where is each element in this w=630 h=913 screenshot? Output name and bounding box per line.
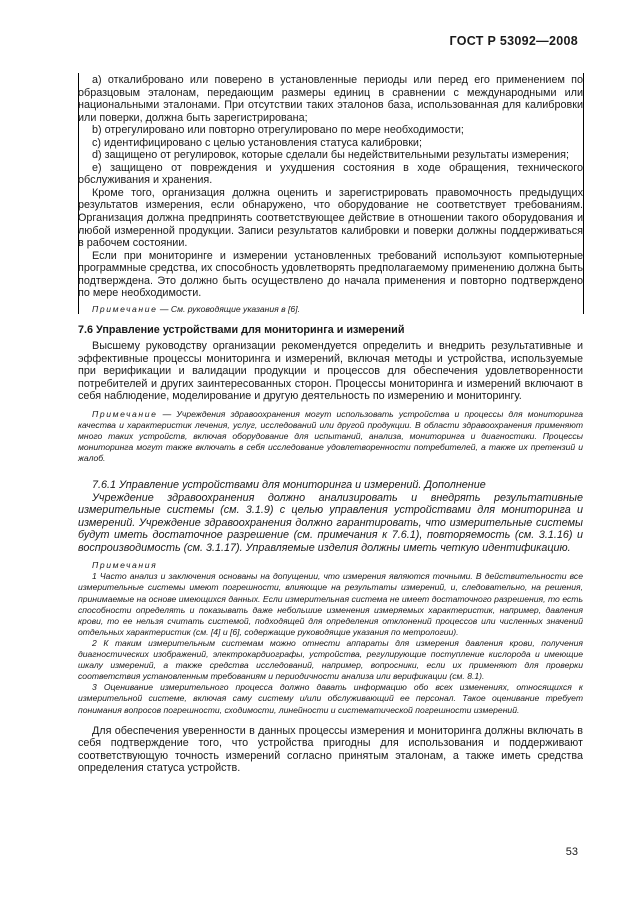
section-heading-7-6-1: 7.6.1 Управление устройствами для мониторинга и измерений. Дополнение — [92, 479, 486, 491]
note-7-6 — [78, 409, 583, 464]
note-text: — Учреждения здравоохранения могут использовать устройства и процессы для мониторинга качества и характеристик лечения, услуг, исследований или другой продукции. В области здравоохранения применяют много таких устройств, включая оборудование для испытаний, анализа, мониторинга и диагностики. Процессы мониторинга могут также включать в себя исследование удовлетворенности потребителей, а также их претензий и жалоб. — [78, 408, 583, 464]
note-item-1: 1 Часто анализ и заключения основаны на допущении, что измерения являются точными. В действительности все измерительные системы имеют погрешности, влияющие на результаты измерений, и, следовательно, на решения, принимаемые на основе имеющихся данных. Если измерительная система не имеет достаточного разрешения, то есть способности определять и показывать даже небольшие изменения измеряемых характеристик, например, давления крови, то ее нельзя считать системой, подходящей для определения отклонений процессов или численных значений отдельных характеристик (см. [4] и [6], содержащие руководящие указания по метрологии). — [78, 571, 583, 637]
section-7-6-1 — [78, 479, 583, 775]
paragraph-final: Для обеспечения уверенности в данных процессы измерения и мониторинга должны включать в себя подтверждение того, что устройства пригодны для использования и поддерживают соответствующую точность измерений согласно принятым эталонам, а также иметь средства определения статуса устройств. — [78, 724, 583, 775]
notes-label: Примечания — [92, 560, 158, 571]
note-guidance — [78, 304, 583, 315]
paragraph-software: Если при мониторинге и измерении установленных требований используют компьютерные программные средства, их способность удовлетворять предполагаемому применению должна быть подтверждена. Это должно быть осуществлено до начала применения и повторно подтверждено по мере необходимости. — [78, 249, 583, 300]
paragraph-reassessment: Кроме того, организация должна оценить и зарегистрировать правомочность предыдущих результатов измерения, если обнаружено, что оборудование не соответствует требованиям. Организация должна предпринять соответствующее действие в отношении такого оборудования и любой измеренной продукции. Записи результатов калибровки и поверки должны поддерживаться в рабочем состоянии. — [78, 186, 583, 250]
note-item-2: 2 К таким измерительным системам можно отнести аппараты для измерения давления крови, получения диагностических изображений, электрокардиографы, устройства, регулирующие поступление кислорода и имеющие шкалу измерений, а также средства исследований, например, вопросники, если их применяют для проверки соответствия установленным требованиям и периодичности анализа или верификации (см. 8.1). — [78, 637, 583, 682]
section-7-6 — [78, 324, 583, 464]
list-item-e: е) защищено от повреждения и ухудшения состояния в ходе обращения, технического обслуживания и хранения. — [78, 161, 583, 187]
note-item-3: 3 Оценивание измерительного процесса должно давать информацию обо всех изменениях, относящихся к измерительной системе, включая саму систему и/или обслуживающий ее персонал. Такое оценивание требует понимания вопросов погрешности, сходимости, линейности и систематической погрешности измерений. — [78, 682, 583, 715]
list-item-d: d) защищено от регулировок, которые сделали бы недействительными результаты измерения; — [92, 149, 569, 162]
paragraph-7-6-1: Учреждение здравоохранения должно анализировать и внедрять результативные измерительные системы (см. 3.1.9) с целью управления устройствами для мониторинга и измерений. Учреждение здравоохранения должно гарантировать, что измерительные системы будут иметь достаточное разрешение (см. примечания к 7.6.1), повторяемость (см. 3.1.16) и воспроизводимость (см. 3.1.17). Управляемые изделия должны иметь четкую идентификацию. — [78, 491, 583, 554]
note-label: Примечание — [92, 303, 158, 314]
note-label: Примечание — [92, 408, 158, 419]
list-item-c: с) идентифицировано с целью установления статуса калибровки; — [92, 136, 422, 149]
document-code: ГОСТ Р 53092—2008 — [449, 34, 578, 48]
page-number: 53 — [565, 846, 578, 858]
list-item-b: b) отрегулировано или повторно отрегулировано по мере необходимости; — [92, 124, 464, 137]
paragraph-7-6: Высшему руководству организации рекомендуется определить и внедрить результативные и эффективные процессы мониторинга и измерений, включая методы и устройства, используемые при верификации и валидации продукции и процессов для обеспечения удовлетворенности потребителей и других заинтересованных сторон. Процессы мониторинга и измерений включают в себя наблюдение, моделирование и другую деятельность по измерению и мониторингу. — [78, 340, 583, 403]
framed-block — [78, 74, 583, 315]
note-text: — См. руководящие указания в [6]. — [157, 303, 300, 314]
list-item-a: а) откалибровано или поверено в установленные периоды или перед его применением по образцовым эталонам, передающим размеры единиц в сравнении с международными или национальными эталонами. При отсутствии таких эталонов база, использованная для калибровки или поверки, должна быть зарегистрирована; — [78, 74, 583, 124]
section-heading-7-6: 7.6 Управление устройствами для мониторинга и измерений — [78, 324, 405, 336]
